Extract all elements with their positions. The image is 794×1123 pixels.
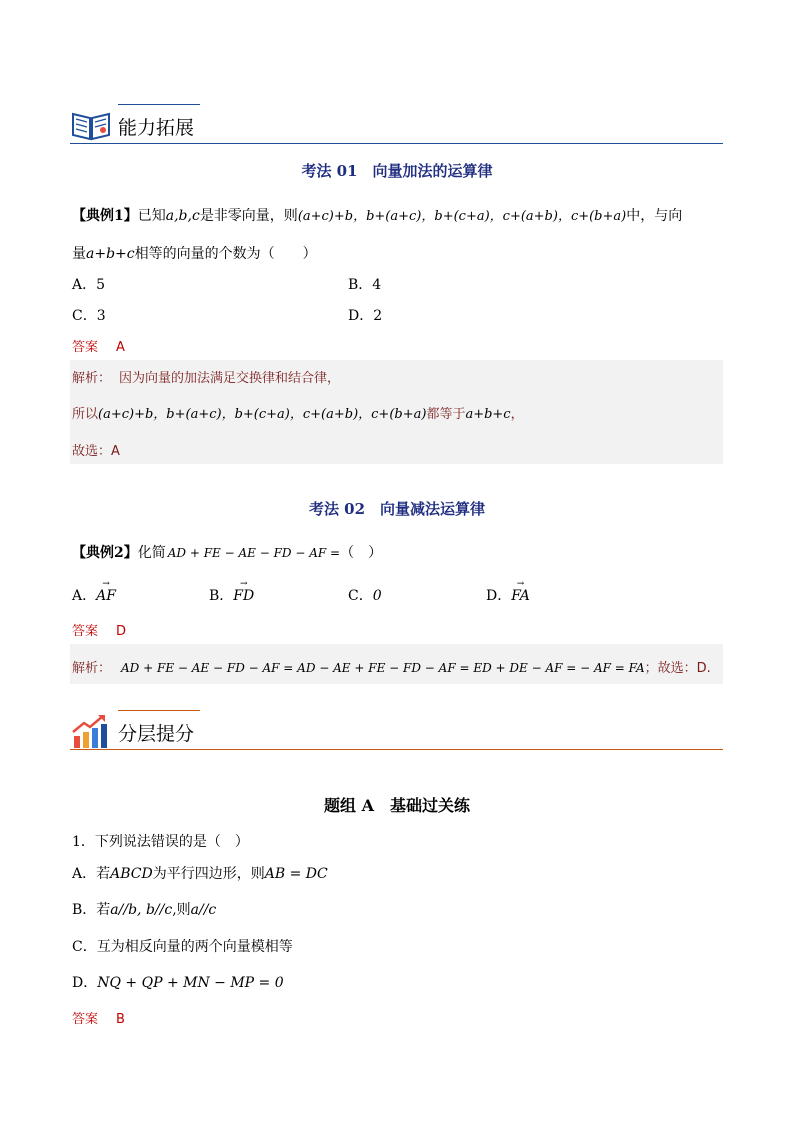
answer-label: 答案 xyxy=(72,340,99,355)
example-1-stem-line2 xyxy=(72,243,317,263)
group-title: 题组 A 基础过关练 xyxy=(324,796,470,815)
answer-value: B xyxy=(116,1012,125,1027)
option-label: D． xyxy=(486,588,512,604)
option-c xyxy=(348,585,382,605)
explanation-2 xyxy=(72,657,711,676)
explanation-label: 解析： xyxy=(72,661,112,676)
example-1-stem xyxy=(72,205,682,225)
answer-value: A xyxy=(116,340,125,355)
stem-text: 已知 xyxy=(137,208,166,224)
explanation-text: ；故选：D. xyxy=(644,661,711,676)
method-title-2: 考法 02 向量减法运算律 xyxy=(308,500,486,518)
option-value: → AF xyxy=(96,588,116,604)
option-d: D．2 xyxy=(348,308,383,324)
explanation-text: ， xyxy=(510,407,524,422)
option-text: A．若 xyxy=(72,866,111,882)
stem-text: 相等的向量的个数为（ ） xyxy=(134,246,317,262)
option-text: 为平行四边形，则 xyxy=(152,866,265,882)
vector-expression: a+b+c xyxy=(86,246,135,262)
option-value: → FA xyxy=(511,588,530,604)
answer-q1 xyxy=(72,1008,125,1027)
section-title: 能力拓展 xyxy=(118,117,195,139)
explanation-text: 因为向量的加法满足交换律和结合律， xyxy=(119,371,341,386)
stem-text: 是非零向量，则 xyxy=(199,208,298,224)
method-title-1: 考法 01 向量加法的运算律 xyxy=(301,162,493,180)
option-var: ABCD xyxy=(110,866,153,882)
section-header-layered xyxy=(70,710,723,750)
option-text: ,则 xyxy=(172,902,191,918)
vector-expression: AD + FE − AE − FD − AF = xyxy=(167,546,341,560)
stem-text: （ ） xyxy=(340,545,383,561)
option-expression: NQ + QP + MN − MP = 0 xyxy=(97,975,284,991)
option-value: 0 xyxy=(372,588,382,604)
explanation-text: 所以 xyxy=(72,407,99,422)
explanation-label: 解析： xyxy=(72,371,112,386)
question-1: 1．下列说法错误的是（ ） xyxy=(72,834,249,850)
stem-text: 量 xyxy=(72,246,86,262)
option-value: → FD xyxy=(233,588,254,604)
rising-chart-icon xyxy=(70,712,110,750)
question-1-option-c: C．互为相反向量的两个向量模相等 xyxy=(72,939,293,955)
open-book-icon xyxy=(70,106,112,142)
answer-2 xyxy=(72,620,126,639)
option-d xyxy=(486,585,530,605)
explanation-text: 都等于 xyxy=(426,407,466,422)
vector-expression: AD + FE − AE − FD − AF = AD − AE + FE − FD − AF = ED + DE − AF = − AF = FA xyxy=(121,661,645,675)
answer-1 xyxy=(72,336,125,355)
option-label: B． xyxy=(209,588,234,604)
explanation-1-line1 xyxy=(72,367,340,386)
section-title: 分层提分 xyxy=(118,723,195,745)
question-1-option-d xyxy=(72,972,284,992)
option-a: A．5 xyxy=(72,277,106,293)
example-tag: 【典例2】 xyxy=(72,545,138,561)
option-b xyxy=(209,585,254,605)
vector-expressions: (a+c)+b，b+(a+c)，b+(c+a)，c+(a+b)，c+(b+a) xyxy=(297,209,627,224)
option-a xyxy=(72,585,116,605)
vector-vars: a,b,c xyxy=(165,208,200,224)
option-c: C．3 xyxy=(72,308,106,324)
answer-label: 答案 xyxy=(72,1012,99,1027)
section-header-ability xyxy=(70,104,723,144)
option-text: B．若 xyxy=(72,902,111,918)
option-expression: a//c xyxy=(190,902,217,918)
answer-label: 答案 xyxy=(72,624,99,639)
question-1-option-b xyxy=(72,899,216,919)
vector-expressions: (a+c)+b，b+(a+c)，b+(c+a)，c+(a+b)，c+(b+a) xyxy=(98,407,427,422)
option-expression: AB = DC xyxy=(264,866,328,882)
example-tag: 【典例1】 xyxy=(72,208,138,224)
vector-expression: a+b+c xyxy=(465,407,511,422)
explanation-1-line3: 故选：A xyxy=(72,444,120,459)
option-label: C． xyxy=(348,588,373,604)
stem-text: 化简 xyxy=(137,545,166,561)
example-2-stem xyxy=(72,542,382,562)
question-1-option-a xyxy=(72,863,328,883)
stem-text: 中，与向 xyxy=(626,208,683,224)
option-b: B．4 xyxy=(348,277,382,293)
explanation-1-line2 xyxy=(72,403,524,422)
option-label: A． xyxy=(72,588,97,604)
answer-value: D xyxy=(116,624,127,639)
option-text: D． xyxy=(72,975,98,991)
option-expression: a//b, b//c xyxy=(110,902,173,918)
